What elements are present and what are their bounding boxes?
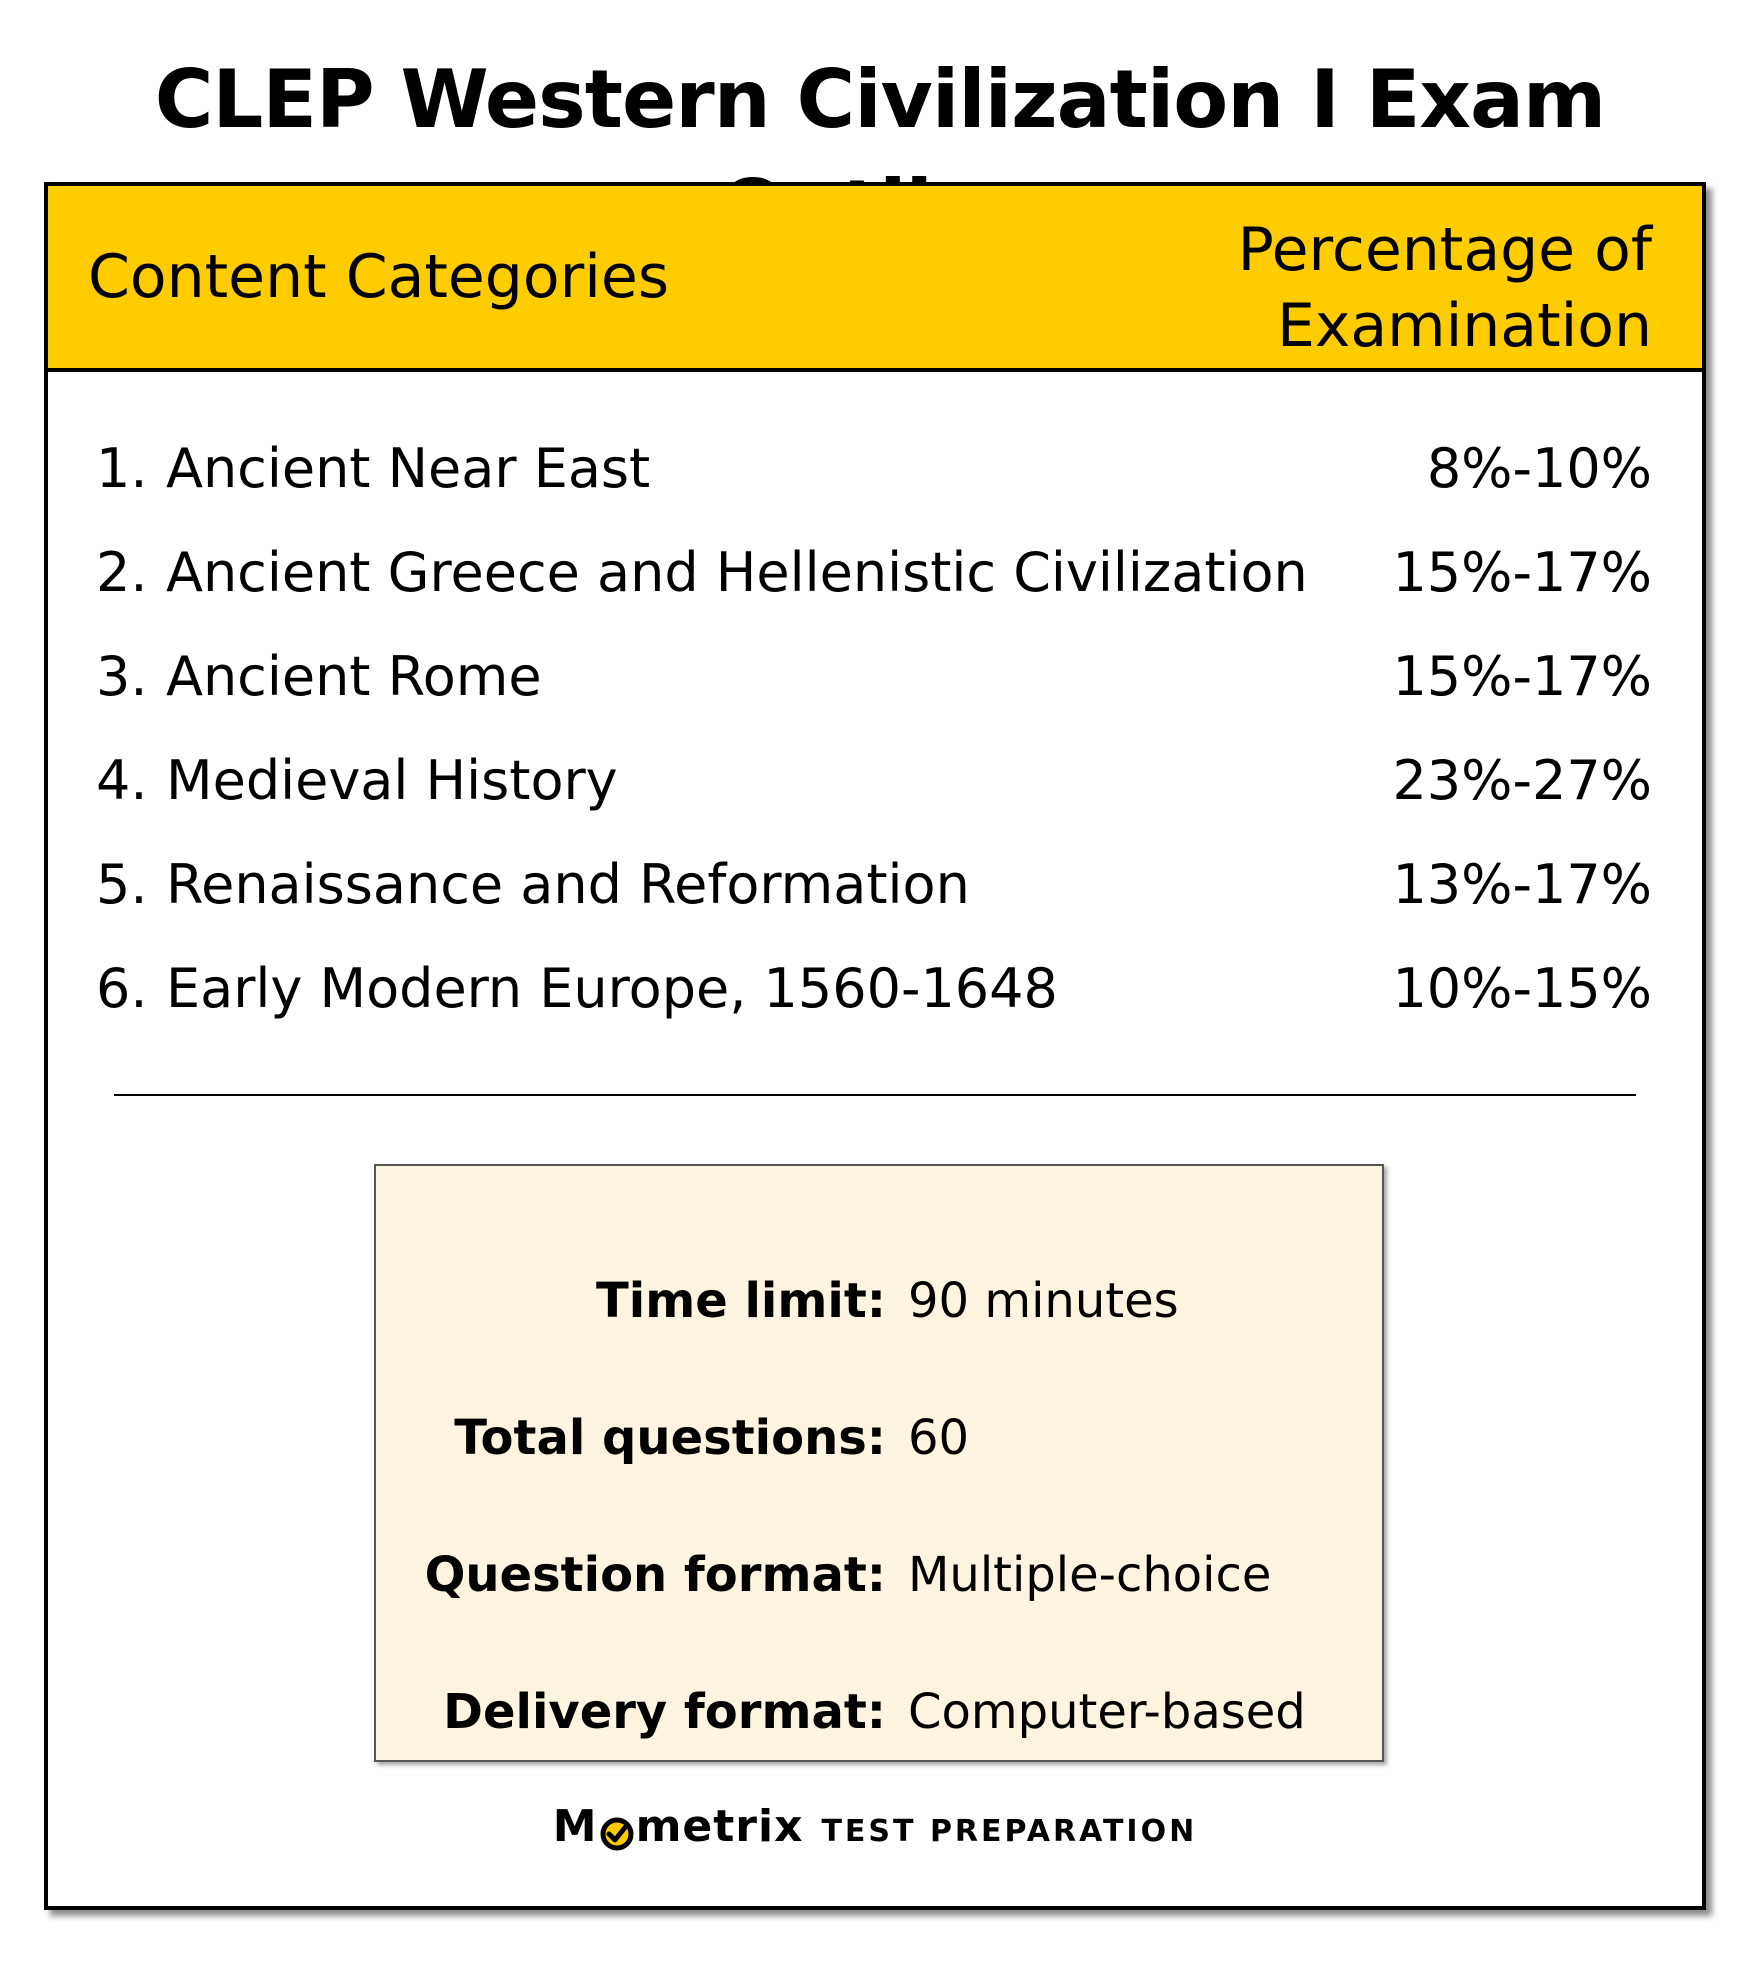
info-value: 90 minutes bbox=[908, 1273, 1179, 1329]
exam-outline-card bbox=[44, 182, 1706, 1910]
brand-logo bbox=[48, 1801, 1702, 1852]
table-row bbox=[96, 728, 1652, 832]
category-name: Ancient Near East bbox=[166, 436, 651, 500]
info-row-question-format bbox=[376, 1540, 1382, 1610]
row-number: 4. bbox=[96, 748, 148, 812]
info-row-delivery-format bbox=[376, 1677, 1382, 1747]
info-label: Time limit: bbox=[596, 1273, 886, 1329]
category-percentage: 8%-10% bbox=[1426, 436, 1652, 500]
category-percentage: 13%-17% bbox=[1392, 852, 1652, 916]
info-value: Computer-based bbox=[908, 1684, 1306, 1740]
info-row-total-questions bbox=[376, 1403, 1382, 1473]
percentage-header bbox=[1132, 212, 1652, 364]
brand-name-end: metrix bbox=[635, 1801, 804, 1852]
brand-tagline: TEST PREPARATION bbox=[821, 1814, 1198, 1849]
info-label: Delivery format: bbox=[443, 1684, 886, 1740]
brand-name-start: M bbox=[552, 1801, 598, 1852]
category-name: Medieval History bbox=[166, 748, 618, 812]
section-divider bbox=[114, 1094, 1636, 1096]
percentage-header-line1: Percentage of bbox=[1237, 215, 1652, 285]
content-categories-header: Content Categories bbox=[88, 242, 670, 312]
info-value: Multiple-choice bbox=[908, 1547, 1272, 1603]
category-name: Renaissance and Reformation bbox=[166, 852, 970, 916]
percentage-header-line2: Examination bbox=[1276, 291, 1652, 361]
info-label: Total questions: bbox=[454, 1410, 886, 1466]
brand-name bbox=[553, 1801, 804, 1852]
table-row bbox=[96, 624, 1652, 728]
category-percentage: 15%-17% bbox=[1392, 540, 1652, 604]
row-number: 5. bbox=[96, 852, 148, 916]
category-name: Ancient Rome bbox=[166, 644, 542, 708]
table-header bbox=[48, 186, 1702, 372]
check-circle-icon bbox=[600, 1811, 634, 1845]
category-name: Early Modern Europe, 1560-1648 bbox=[166, 956, 1058, 1020]
category-percentage: 15%-17% bbox=[1392, 644, 1652, 708]
row-number: 2. bbox=[96, 540, 148, 604]
row-number: 3. bbox=[96, 644, 148, 708]
category-list bbox=[96, 416, 1652, 1040]
info-label: Question format: bbox=[424, 1547, 886, 1603]
info-value: 60 bbox=[908, 1410, 970, 1466]
category-name: Ancient Greece and Hellenistic Civilization bbox=[166, 540, 1308, 604]
row-number: 1. bbox=[96, 436, 148, 500]
row-number: 6. bbox=[96, 956, 148, 1020]
exam-info-box bbox=[374, 1164, 1384, 1762]
category-percentage: 23%-27% bbox=[1392, 748, 1652, 812]
table-row bbox=[96, 520, 1652, 624]
page-title: CLEP Western Civilization I Exam bbox=[154, 53, 1606, 146]
table-row bbox=[96, 832, 1652, 936]
table-row bbox=[96, 936, 1652, 1040]
table-row bbox=[96, 416, 1652, 520]
info-row-time-limit bbox=[376, 1266, 1382, 1336]
category-percentage: 10%-15% bbox=[1392, 956, 1652, 1020]
